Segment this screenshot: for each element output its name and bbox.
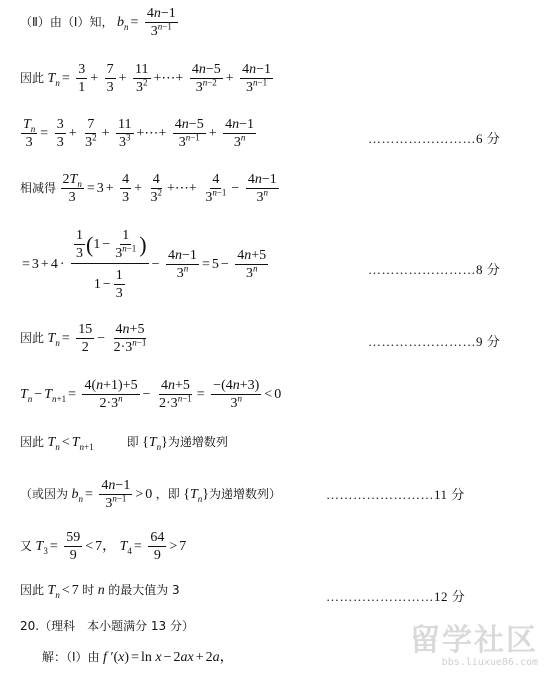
q20-solution: 解：（Ⅰ）由 f ′(x) = ln x − 2ax + 2a， — [42, 650, 234, 665]
final-label-3: 的最大值为 3 — [108, 583, 180, 597]
formula-tn-sum: 因此 $T_n$ = $\frac{3}{1}$ + $\frac{7}{3}$ + $\frac{11}{3^2}$ +⋯+ $\frac{4n-5}{3^{n-2}}$ + $\frac{4n-1}{3^{n-1}}$ — [20, 62, 272, 96]
xiangjian-label: 相减得 — [20, 181, 57, 196]
alt-label-3: 为递增数列） — [209, 487, 282, 502]
points-8: ……………………8 分 — [368, 262, 501, 277]
final-conclusion: 因此 $T_n < 7$ 时 n 的最大值为 3 — [20, 583, 180, 600]
alt-label-1: （或因为 — [20, 487, 69, 502]
q20-sol-label: 解：（Ⅰ）由 — [42, 650, 100, 664]
alternative-line: （或因为 $b_n$ = $\frac{4n-1}{3^{n-1}}$ > 0 ，即 $\{T_n\}$为递增数列） — [20, 478, 282, 512]
points-9: ……………………9 分 — [368, 334, 501, 349]
formula-t3-t4: 又 $T_3$ = $\frac{59}{9}$ < 7， $T_4$ = $\frac{64}{9}$ > 7 — [20, 530, 187, 564]
watermark-main-text: 留学社区 — [410, 623, 538, 658]
points-6: ……………………6 分 — [368, 131, 501, 146]
formula-subtraction: 相减得 $\frac{2T_n}{3}$ = 3 + $\frac{4}{3}$ + $\frac{4}{3^2}$ +⋯+ $\frac{4}{3^{n-1}}$ − $\frac{4n-1}{3^n}$ — [20, 172, 277, 206]
yinci-label-2: 因此 — [20, 331, 45, 346]
watermark-url: bbs.liuxue86.com — [441, 657, 538, 668]
part2-intro-text: （Ⅱ）由（Ⅰ）知， — [20, 15, 114, 30]
points-11: ……………………11 分 — [326, 487, 465, 502]
conclusion-label-2: 即 — [126, 435, 139, 449]
conclusion-label-1: 因此 — [20, 435, 45, 449]
conclusion-line: 因此 $T_n < T_{n+1}$ 即 $\{T_n\}$为递增数列 — [20, 435, 228, 452]
final-label-1: 因此 — [20, 583, 45, 597]
question-20-header: 20.（理科 本小题满分 13 分） — [20, 619, 194, 633]
alt-label-2: ，即 — [155, 487, 180, 502]
formula-tn-result: 因此 $T_n$ = $\frac{15}{2}$ − $\frac{4n+5}{2\cdot 3^{n-1}}$ — [20, 322, 147, 356]
conclusion-label-3: 为递增数列 — [167, 435, 228, 449]
you-label: 又 — [20, 539, 33, 554]
formula-geometric-sum: = 3 + 4 · $\frac{1}{3}$ (1 − $\frac{1}{3^{n-1}}$ ) 1 − $\frac{1}{3}$ − $\frac{4n-1}{3^n}$ = 5 − $\frac{4n+5}{3^n}$ — [22, 228, 267, 302]
final-label-2: 时 — [82, 583, 95, 597]
formula-difference: $T_n - T_{n+1}$ = $\frac{4(n+1)+5}{2\cdot 3^n}$ − $\frac{4n+5}{2\cdot 3^{n-1}}$ = $\frac{-(4n+3)}{3^n}$ < 0 — [20, 378, 282, 412]
yinci-label-1: 因此 — [20, 71, 45, 86]
formula-bn: （Ⅱ）由（Ⅰ）知， $b_n$ = $\frac{4n-1}{3^{n-1}}$ — [20, 6, 176, 40]
points-12: ……………………12 分 — [326, 589, 466, 604]
formula-tn-over-3: $\frac{T_n}{3}$ = $\frac{3}{3}$ + $\frac{7}{3^2}$ + $\frac{11}{3^3}$ +⋯+ $\frac{4n-5}{3^{n-1}}$ + $\frac{4n-1}{3^n}$ — [23, 117, 255, 151]
watermark-logo — [378, 625, 538, 675]
